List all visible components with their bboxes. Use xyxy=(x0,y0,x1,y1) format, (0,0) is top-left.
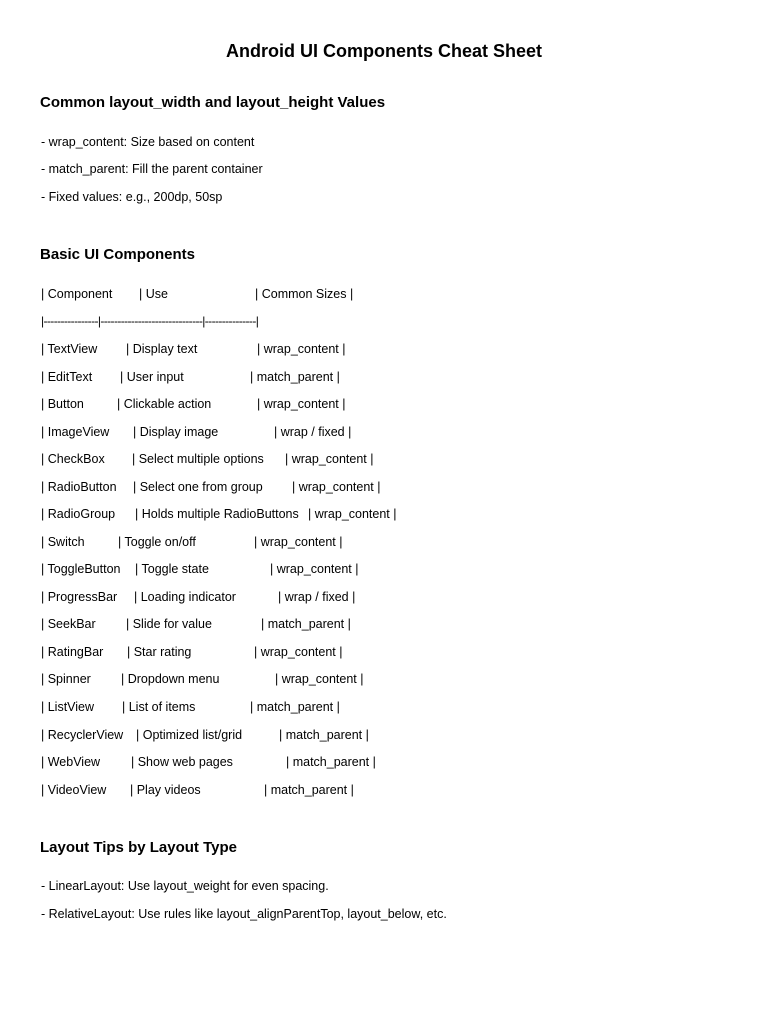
table-cell: | Dropdown menu xyxy=(121,672,220,686)
table-cell: | Optimized list/grid xyxy=(136,728,243,742)
table-cell: | match_parent | xyxy=(264,783,354,797)
list-item: - Fixed values: e.g., 200dp, 50sp xyxy=(41,190,223,204)
table-cell: | wrap_content | xyxy=(285,452,374,466)
table-cell: | wrap_content | xyxy=(275,672,364,686)
table-cell: | Loading indicator xyxy=(134,590,236,604)
table-cell: | ToggleButton xyxy=(41,562,121,576)
table-cell: | Slide for value xyxy=(126,617,212,631)
table-cell: | Display image xyxy=(133,425,219,439)
table-cell: | match_parent | xyxy=(286,755,376,769)
table-header-cell: | Use xyxy=(139,287,168,301)
table-cell: | wrap_content | xyxy=(308,507,397,521)
table-cell: | Play videos xyxy=(130,783,201,797)
table-cell: | Holds multiple RadioButtons xyxy=(135,507,299,521)
table-cell: | Select one from group xyxy=(133,480,263,494)
table-cell: | wrap_content | xyxy=(254,535,343,549)
table-cell: | EditText xyxy=(41,370,93,384)
table-cell: | Select multiple options xyxy=(132,452,264,466)
table-cell: | Star rating xyxy=(127,645,192,659)
table-cell: | wrap / fixed | xyxy=(278,590,356,604)
table-cell: | ListView xyxy=(41,700,95,714)
table-cell: | match_parent | xyxy=(279,728,369,742)
list-item: - LinearLayout: Use layout_weight for even spacing. xyxy=(41,879,329,893)
table-cell: | Display text xyxy=(126,342,198,356)
table-cell: | Toggle state xyxy=(135,562,209,576)
table-cell: | Button xyxy=(41,397,84,411)
table-cell: | ProgressBar xyxy=(41,590,118,604)
table-cell: | User input xyxy=(120,370,184,384)
section-heading-layout-tips: Layout Tips by Layout Type xyxy=(40,839,237,856)
table-cell: | List of items xyxy=(122,700,196,714)
table-cell: | wrap_content | xyxy=(292,480,381,494)
table-separator: |----------------|------------------------------|---------------| xyxy=(41,314,259,328)
section-heading-layout-values: Common layout_width and layout_height Values xyxy=(40,94,386,111)
list-item: - wrap_content: Size based on content xyxy=(41,135,255,149)
table-cell: | RatingBar xyxy=(41,645,104,659)
table-cell: | ImageView xyxy=(41,425,110,439)
table-cell: | Spinner xyxy=(41,672,91,686)
table-cell: | wrap_content | xyxy=(254,645,343,659)
table-header-cell: | Component xyxy=(41,287,113,301)
table-cell: | RadioButton xyxy=(41,480,117,494)
table-cell: | RecyclerView xyxy=(41,728,124,742)
table-cell: | VideoView xyxy=(41,783,107,797)
list-item: - RelativeLayout: Use rules like layout_alignParentTop, layout_below, etc. xyxy=(41,907,447,921)
page-title: Android UI Components Cheat Sheet xyxy=(225,41,542,61)
table-cell: | TextView xyxy=(41,342,98,356)
table-cell: | wrap_content | xyxy=(257,397,346,411)
table-cell: | match_parent | xyxy=(261,617,351,631)
table-cell: | wrap_content | xyxy=(257,342,346,356)
table-cell: | SeekBar xyxy=(41,617,96,631)
table-cell: | Show web pages xyxy=(131,755,233,769)
table-cell: | CheckBox xyxy=(41,452,105,466)
table-cell: | WebView xyxy=(41,755,101,769)
table-cell: | Toggle on/off xyxy=(118,535,196,549)
table-header-cell: | Common Sizes | xyxy=(255,287,354,301)
table-cell: | wrap / fixed | xyxy=(274,425,352,439)
table-cell: | Switch xyxy=(41,535,85,549)
table-cell: | Clickable action xyxy=(117,397,212,411)
list-item: - match_parent: Fill the parent container xyxy=(41,162,263,176)
table-cell: | match_parent | xyxy=(250,700,340,714)
table-cell: | wrap_content | xyxy=(270,562,359,576)
section-heading-basic-components: Basic UI Components xyxy=(40,246,196,263)
table-cell: | RadioGroup xyxy=(41,507,116,521)
table-cell: | match_parent | xyxy=(250,370,340,384)
